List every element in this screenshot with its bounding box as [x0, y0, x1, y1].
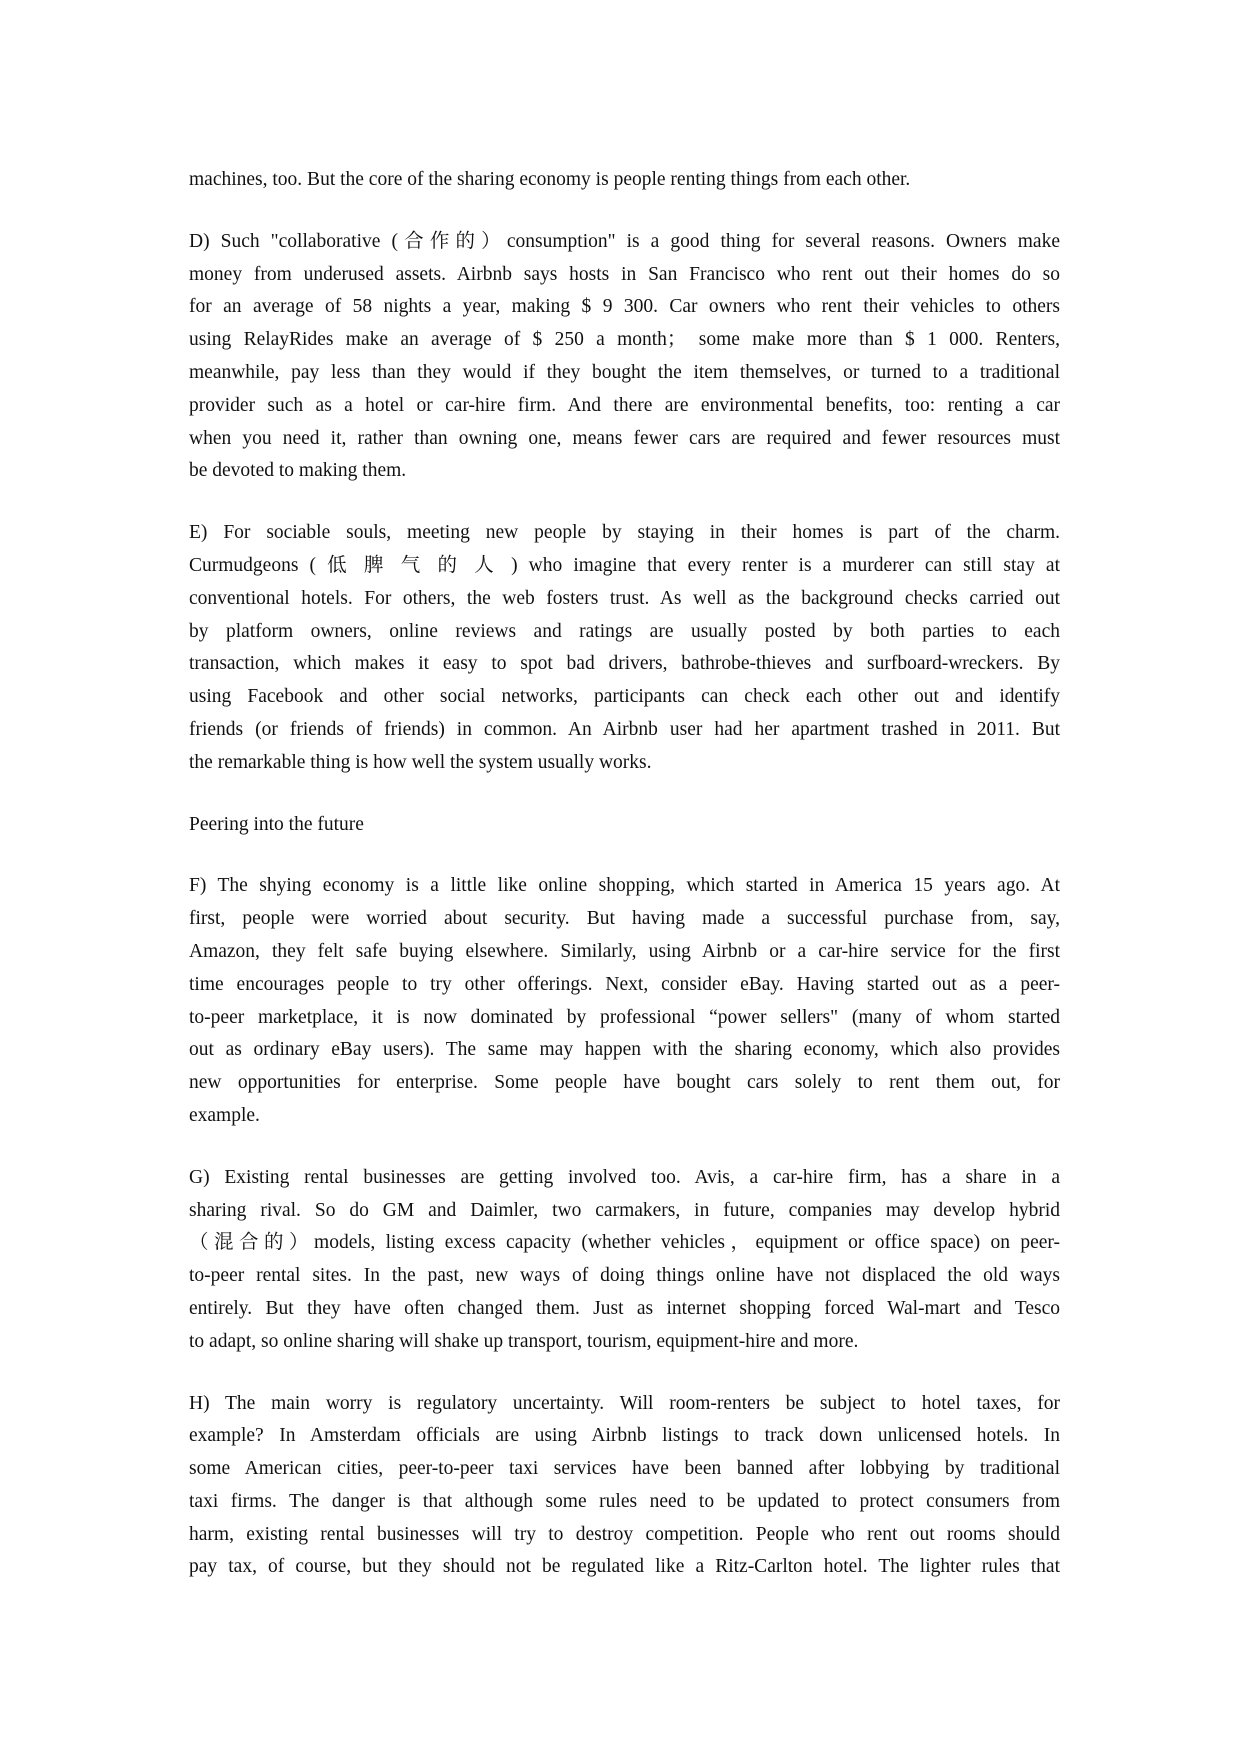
- paragraph: [189, 870, 1060, 1132]
- text-line: G) Existing rental businesses are getting involved too. Avis, a car-hire firm, has a share in a: [189, 1166, 1060, 1188]
- text-line: new opportunities for enterprise. Some people have bought cars solely to rent them out, for: [189, 1072, 1060, 1094]
- text-line: taxi firms. The danger is that although some rules need to be updated to protect consumers from: [189, 1490, 1060, 1512]
- text-line: by platform owners, online reviews and ratings are usually posted by both parties to each: [189, 620, 1060, 642]
- paragraph: [189, 226, 1060, 488]
- text-line: Amazon, they felt safe buying elsewhere. Similarly, using Airbnb or a car-hire service for the first: [189, 940, 1060, 962]
- text-line: H) The main worry is regulatory uncertainty. Will room-renters be subject to hotel taxes, for: [189, 1392, 1060, 1414]
- text-line: using RelayRides make an average of $ 250 a month； some make more than $ 1 000. Renters,: [189, 329, 1060, 351]
- text-line: to-peer rental sites. In the past, new ways of doing things online have not displaced the old ways: [189, 1265, 1060, 1287]
- text-line: harm, existing rental businesses will try to destroy competition. People who rent out rooms should: [189, 1523, 1060, 1545]
- text-line: E) For sociable souls, meeting new people by staying in their homes is part of the charm.: [189, 522, 1060, 544]
- text-line: Peering into the future: [189, 813, 364, 835]
- text-line: （混合的）models, listing excess capacity (whether vehicles，equipment or office space) on peer-: [189, 1232, 1060, 1254]
- paragraph: [189, 164, 1060, 197]
- paragraph: [189, 1388, 1060, 1585]
- text-line: first, people were worried about security. But having made a successful purchase from, say,: [189, 908, 1060, 930]
- text-line: conventional hotels. For others, the web fosters trust. As well as the background checks carried out: [189, 587, 1060, 609]
- text-line: some American cities, peer-to-peer taxi services have been banned after lobbying by traditional: [189, 1458, 1060, 1480]
- text-line: the remarkable thing is how well the system usually works.: [189, 751, 652, 773]
- text-line: provider such as a hotel or car-hire firm. And there are environmental benefits, too: renting a car: [189, 394, 1060, 416]
- paragraph: [189, 809, 1060, 842]
- text-line: transaction, which makes it easy to spot bad drivers, bathrobe-thieves and surfboard-wreckers. By: [189, 653, 1060, 675]
- text-line: machines, too. But the core of the sharing economy is people renting things from each other.: [189, 169, 911, 190]
- text-line: when you need it, rather than owning one, means fewer cars are required and fewer resources must: [189, 427, 1060, 449]
- text-line: Curmudgeons ( 低 脾 气 的 人 ) who imagine that every renter is a murderer can still stay at: [189, 554, 1060, 576]
- paragraph: [189, 517, 1060, 779]
- paragraph: [189, 1162, 1060, 1359]
- text-line: time encourages people to try other offerings. Next, consider eBay. Having started out as a peer-: [189, 973, 1060, 995]
- document-page: [189, 164, 1060, 1613]
- text-line: entirely. But they have often changed them. Just as internet shopping forced Wal-mart and Tesco: [189, 1297, 1060, 1319]
- text-line: using Facebook and other social networks, participants can check each other out and identify: [189, 686, 1060, 708]
- text-line: to adapt, so online sharing will shake up transport, tourism, equipment-hire and more.: [189, 1330, 859, 1352]
- text-line: to-peer marketplace, it is now dominated by professional “power sellers" (many of whom started: [189, 1006, 1060, 1028]
- text-line: friends (or friends of friends) in common. An Airbnb user had her apartment trashed in 2011. But: [189, 718, 1060, 740]
- text-line: for an average of 58 nights a year, making $ 9 300. Car owners who rent their vehicles to others: [189, 296, 1060, 318]
- text-line: sharing rival. So do GM and Daimler, two carmakers, in future, companies may develop hybrid: [189, 1199, 1060, 1221]
- text-line: D) Such "collaborative (合作的）consumption" is a good thing for several reasons. Owners make: [189, 230, 1060, 252]
- text-line: out as ordinary eBay users). The same may happen with the sharing economy, which also provides: [189, 1039, 1060, 1061]
- text-line: example? In Amsterdam officials are using Airbnb listings to track down unlicensed hotels. In: [189, 1425, 1060, 1447]
- text-line: example.: [189, 1104, 260, 1126]
- text-line: F) The shying economy is a little like online shopping, which started in America 15 years ago. At: [189, 875, 1060, 897]
- text-line: money from underused assets. Airbnb says hosts in San Francisco who rent out their homes do so: [189, 263, 1060, 285]
- text-line: meanwhile, pay less than they would if they bought the item themselves, or turned to a traditional: [189, 361, 1060, 383]
- text-line: pay tax, of course, but they should not be regulated like a Ritz-Carlton hotel. The lighter rules that: [189, 1556, 1060, 1578]
- text-line: be devoted to making them.: [189, 460, 407, 482]
